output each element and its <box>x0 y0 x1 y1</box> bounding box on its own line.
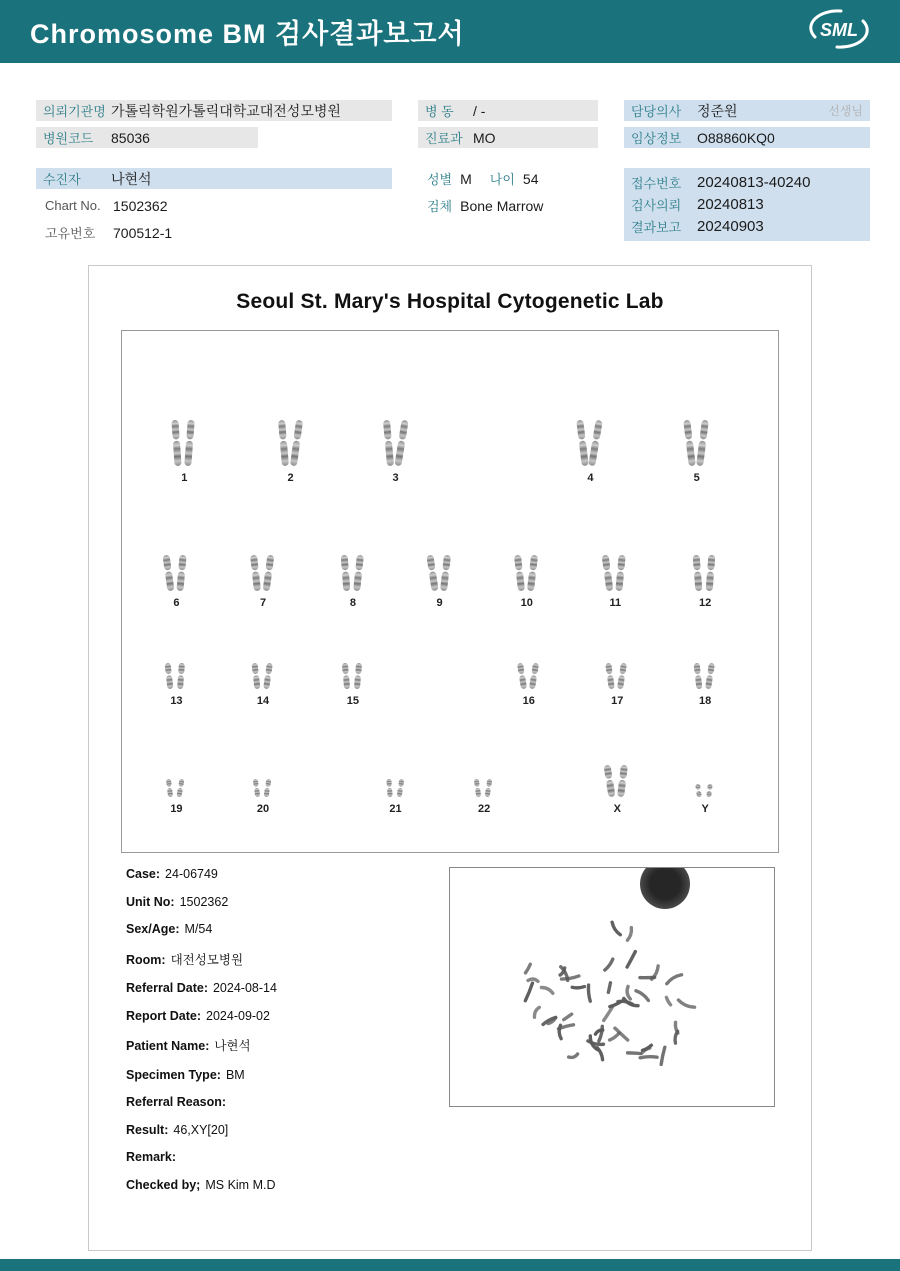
case-field-label: Checked by; <box>126 1177 201 1192</box>
chromosome-pair-19 <box>164 779 188 815</box>
patient-name-value: 나현석 <box>111 170 152 187</box>
chromosome-label: 21 <box>389 803 402 815</box>
doctor-suffix: 선생님 <box>828 104 863 118</box>
unique-no-label: 고유번호 <box>45 226 96 241</box>
field-clinical-info <box>624 127 870 148</box>
lab-title: Seoul St. Mary's Hospital Cytogenetic Lab <box>236 290 664 313</box>
ward-label: 병 동 <box>425 104 454 119</box>
sml-logo <box>808 6 870 57</box>
age-label: 나이 <box>489 172 515 187</box>
case-field-specimen-type <box>126 1068 449 1082</box>
page-title: Chromosome BM 검사결과보고서 <box>30 19 465 49</box>
chromosome-label: 11 <box>609 597 622 609</box>
chart-no-label: Chart No. <box>45 198 101 213</box>
chromosome-pair-11 <box>601 555 629 609</box>
case-field-referral-date <box>126 981 449 995</box>
metaphase-image <box>449 867 775 1107</box>
case-field-value: MS Kim M.D <box>205 1177 276 1192</box>
case-field-label: Unit No: <box>126 894 175 909</box>
chromosome-pair-12 <box>691 555 719 609</box>
report-date-value: 20240903 <box>697 217 764 235</box>
doctor-label: 담당의사 <box>631 104 682 119</box>
case-field-label: Sex/Age: <box>126 922 180 936</box>
chromosome-pair-X <box>603 765 631 815</box>
case-field-unit-no <box>126 895 449 909</box>
chromosome-label: 20 <box>256 803 270 815</box>
specimen-label: 검체 <box>427 199 453 214</box>
field-ward <box>418 100 598 121</box>
chromosome-label: 6 <box>173 597 180 609</box>
metaphase-svg <box>450 868 775 1107</box>
doctor-value: 정준원 <box>697 102 738 119</box>
case-fields <box>126 867 449 1205</box>
chromosome-label: 1 <box>181 472 188 484</box>
case-field-result <box>126 1123 449 1137</box>
chromosome-label: 10 <box>520 597 533 609</box>
field-doctor <box>624 100 870 121</box>
patient-label: 수진자 <box>43 172 81 187</box>
chromosome-label: 12 <box>699 597 712 609</box>
field-requesting-org <box>36 100 392 121</box>
chromosome-pair-9 <box>426 555 454 609</box>
case-field-case <box>126 867 449 881</box>
case-field-label: Referral Date: <box>126 981 208 995</box>
chromosome-label: 14 <box>256 695 270 707</box>
sml-logo-icon <box>808 6 870 52</box>
case-field-value: BM <box>225 1067 245 1082</box>
chromosome-pair-18 <box>692 663 718 707</box>
sex-label: 성별 <box>427 172 453 187</box>
bottom-bar <box>0 1259 900 1271</box>
clinical-info-value: O88860KQ0 <box>697 129 775 146</box>
chromosome-pair-2 <box>277 420 305 484</box>
chromosome-label: 19 <box>170 803 183 815</box>
request-date-value: 20240813 <box>697 195 764 213</box>
field-specimen <box>418 195 598 216</box>
receipt-no-label: 접수번호 <box>631 175 682 191</box>
chromosome-pair-1 <box>170 420 198 484</box>
hospital-code-label: 병원코드 <box>43 131 94 146</box>
chromosome-label: 15 <box>346 695 360 707</box>
case-field-sex-age <box>126 922 449 936</box>
field-receipt-no <box>631 171 863 193</box>
chromosome-label: 2 <box>287 472 294 484</box>
case-field-value: 46,XY[20] <box>173 1122 229 1137</box>
case-field-value: 24-06749 <box>165 867 218 881</box>
chromosome-pair-8 <box>339 555 367 609</box>
chromosome-pair-20 <box>251 779 275 815</box>
case-field-room <box>126 950 449 968</box>
hospital-code-value: 85036 <box>111 129 150 146</box>
chromosome-label: 17 <box>611 695 624 707</box>
case-field-label: Referral Reason: <box>126 1095 227 1109</box>
case-field-checked-by <box>126 1178 449 1192</box>
chromosome-label: 4 <box>587 472 594 484</box>
receipt-no-value: 20240813-40240 <box>697 173 811 191</box>
chromosome-pair-7 <box>249 555 277 609</box>
chromosome-label: Y <box>701 803 709 815</box>
chromosome-label: 3 <box>392 472 399 484</box>
chromosome-pair-Y <box>693 784 717 815</box>
report-card <box>88 265 812 1251</box>
chromosome-pair-21 <box>384 779 408 815</box>
specimen-value: Bone Marrow <box>460 197 544 214</box>
svg-text:SML: SML <box>820 20 858 40</box>
receipt-block <box>624 168 870 241</box>
case-field-patient-name <box>126 1036 449 1054</box>
chromosome-pair-10 <box>513 555 541 609</box>
chromosome-label: 7 <box>259 597 267 609</box>
field-department <box>418 127 598 148</box>
case-field-referral-reason <box>126 1095 449 1109</box>
case-field-value: 2024-08-14 <box>212 981 277 995</box>
chromosome-label: 8 <box>349 597 356 609</box>
request-date-label: 검사의뢰 <box>631 197 682 213</box>
case-field-value: 2024-09-02 <box>206 1008 270 1023</box>
field-unique-no <box>36 222 392 243</box>
chromosome-pair-13 <box>163 663 189 707</box>
ward-value: / - <box>473 102 486 119</box>
case-field-label: Specimen Type: <box>126 1067 221 1082</box>
chromosome-pair-16 <box>516 663 542 707</box>
chromosome-label: X <box>613 803 621 815</box>
age-value: 54 <box>522 170 539 187</box>
chromosome-pair-3 <box>382 420 410 484</box>
chromosome-label: 5 <box>693 472 700 484</box>
field-patient <box>36 168 392 189</box>
report-header <box>0 0 900 63</box>
clinical-info-label: 임상정보 <box>631 131 682 146</box>
case-field-report-date <box>126 1009 449 1023</box>
case-field-label: Result: <box>126 1122 169 1137</box>
case-field-value: M/54 <box>184 922 213 936</box>
field-report-date <box>631 215 863 237</box>
report-date-label: 결과보고 <box>631 219 682 235</box>
chromosome-pair-14 <box>250 663 276 707</box>
chromosome-pair-22 <box>472 779 496 815</box>
chromosome-label: 9 <box>436 597 443 609</box>
chromosome-pair-6 <box>162 555 190 609</box>
field-request-date <box>631 193 863 215</box>
chromosome-pair-5 <box>683 420 711 484</box>
requesting-org-value: 가톨릭학원가톨릭대학교대전성모병원 <box>111 102 341 119</box>
case-field-label: Patient Name: <box>126 1039 210 1053</box>
case-field-label: Room: <box>126 952 166 967</box>
department-value: MO <box>473 129 496 146</box>
chromosome-pair-4 <box>576 420 604 484</box>
field-hospital-code <box>36 127 258 148</box>
field-chart-no <box>36 195 392 216</box>
chromosome-pair-17 <box>604 663 630 707</box>
chromosome-label: 22 <box>477 803 491 815</box>
case-field-value: 나현석 <box>214 1039 251 1053</box>
field-sex-age <box>418 168 598 189</box>
sex-value: M <box>460 170 472 187</box>
case-field-value: 1502362 <box>179 894 229 909</box>
unique-no-value: 700512-1 <box>113 224 173 241</box>
chart-no-value: 1502362 <box>113 197 168 214</box>
chromosome-pair-15 <box>340 663 366 707</box>
requesting-org-label: 의뢰기관명 <box>43 104 106 119</box>
case-field-label: Report Date: <box>126 1008 202 1023</box>
chromosome-label: 13 <box>170 695 183 707</box>
case-field-label: Case: <box>126 867 161 881</box>
chromosome-label: 18 <box>699 695 712 707</box>
karyotype-image <box>121 330 779 853</box>
case-field-label: Remark: <box>126 1150 177 1164</box>
case-field-value: 대전성모병원 <box>170 952 244 967</box>
chromosome-label: 16 <box>522 695 535 707</box>
patient-info-panel <box>36 100 870 249</box>
department-label: 진료과 <box>425 131 463 146</box>
case-field-remark <box>126 1150 449 1164</box>
